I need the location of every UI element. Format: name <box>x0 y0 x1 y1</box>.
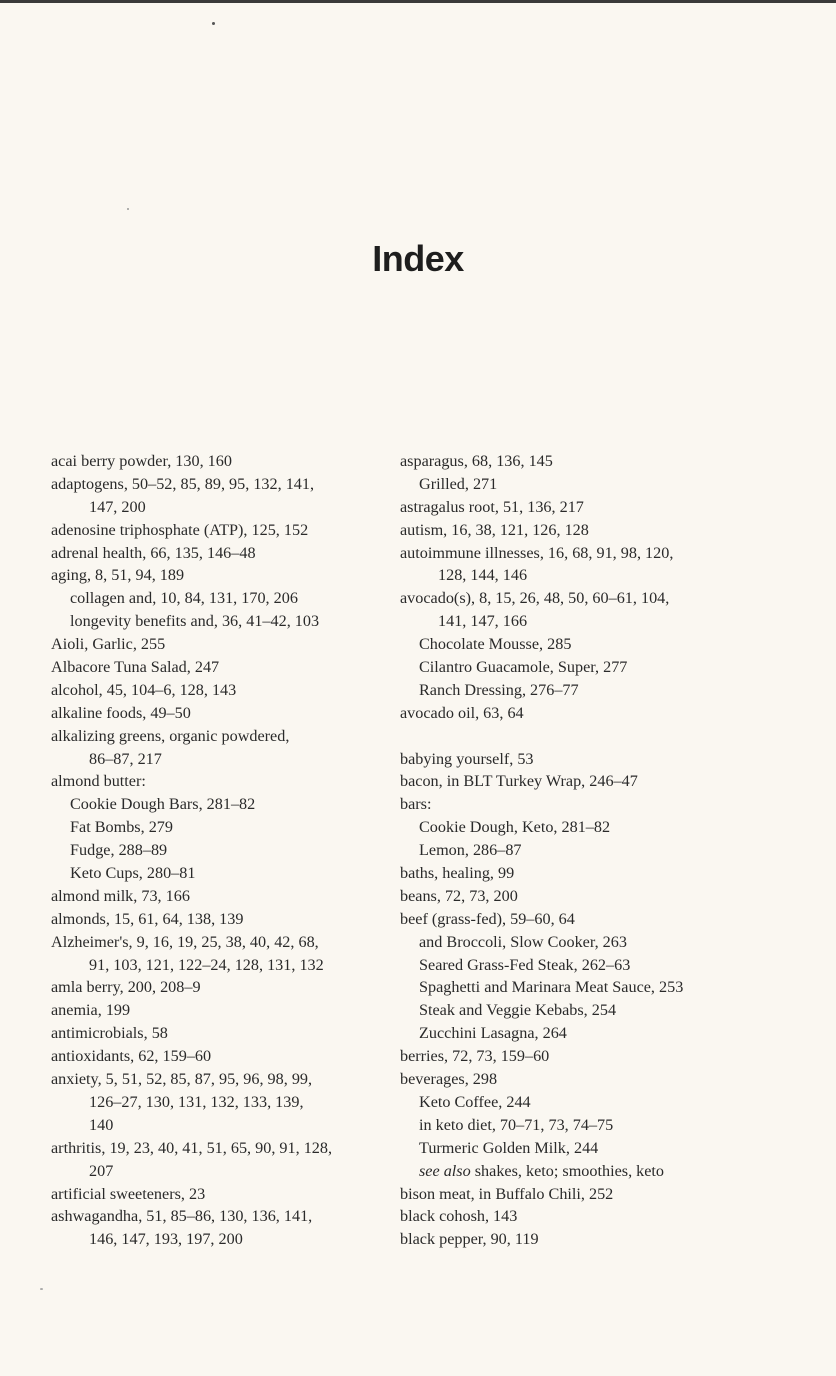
index-subentry: Chocolate Mousse, 285 <box>419 635 572 654</box>
index-entry-continuation: 207 <box>89 1161 114 1180</box>
index-subentry: longevity benefits and, 36, 41–42, 103 <box>70 612 320 631</box>
index-subentry: Zucchini Lasagna, 264 <box>419 1024 567 1043</box>
index-column-left <box>51 450 381 1251</box>
index-entry: acai berry powder, 130, 160 <box>51 452 232 470</box>
index-entry: almond milk, 73, 166 <box>51 886 190 905</box>
index-entry: black cohosh, 143 <box>400 1207 518 1226</box>
index-subentry: in keto diet, 70–71, 73, 74–75 <box>419 1115 614 1134</box>
index-entry: Aioli, Garlic, 255 <box>51 635 166 654</box>
index-entry-continuation: 140 <box>89 1115 114 1134</box>
index-entry: almonds, 15, 61, 64, 138, 139 <box>51 909 244 928</box>
index-subentry: Spaghetti and Marinara Meat Sauce, 253 <box>419 978 684 997</box>
index-entry: babying yourself, 53 <box>400 749 534 768</box>
index-entry: antioxidants, 62, 159–60 <box>51 1047 212 1066</box>
index-entry: adaptogens, 50–52, 85, 89, 95, 132, 141, <box>51 474 315 493</box>
top-page-edge <box>0 0 836 3</box>
index-entry: bacon, in BLT Turkey Wrap, 246–47 <box>400 772 638 791</box>
index-entry-continuation: 146, 147, 193, 197, 200 <box>89 1230 243 1249</box>
index-entry: amla berry, 200, 208–9 <box>51 978 201 997</box>
index-entry: aging, 8, 51, 94, 189 <box>51 566 185 585</box>
index-subentry: Turmeric Golden Milk, 244 <box>419 1138 599 1157</box>
index-subentry: Cookie Dough Bars, 281–82 <box>70 795 256 814</box>
index-entry: bison meat, in Buffalo Chili, 252 <box>400 1184 614 1203</box>
see-also-target: shakes, keto; smoothies, keto <box>474 1161 665 1180</box>
index-entry: avocado oil, 63, 64 <box>400 703 524 722</box>
index-section-gap <box>400 725 825 748</box>
index-subentry <box>400 1160 825 1183</box>
index-subentry: Cilantro Guacamole, Super, 277 <box>419 658 628 677</box>
index-entry-continuation: 86–87, 217 <box>89 749 162 768</box>
index-entry: alkaline foods, 49–50 <box>51 703 191 722</box>
index-subentry: Ranch Dressing, 276–77 <box>419 680 579 699</box>
index-subentry: Seared Grass-Fed Steak, 262–63 <box>419 955 631 974</box>
index-entry: astragalus root, 51, 136, 217 <box>400 497 584 516</box>
index-entry: avocado(s), 8, 15, 26, 48, 50, 60–61, 104, <box>400 589 670 608</box>
index-entry-continuation: 141, 147, 166 <box>438 612 528 631</box>
paper-speck <box>212 22 215 25</box>
index-entry: alcohol, 45, 104–6, 128, 143 <box>51 680 237 699</box>
page-title: Index <box>372 238 464 279</box>
index-subentry: Grilled, 271 <box>419 474 498 493</box>
index-entry: Alzheimer's, 9, 16, 19, 25, 38, 40, 42, 68, <box>51 932 319 951</box>
index-entry: ashwagandha, 51, 85–86, 130, 136, 141, <box>51 1207 313 1226</box>
index-entry: bars: <box>400 795 432 814</box>
index-subentry: Keto Coffee, 244 <box>419 1092 531 1111</box>
index-entry: autoimmune illnesses, 16, 68, 91, 98, 120, <box>400 543 674 562</box>
index-subentry: Steak and Veggie Kebabs, 254 <box>419 1001 617 1020</box>
index-entry: Albacore Tuna Salad, 247 <box>51 658 220 677</box>
index-entry-continuation: 147, 200 <box>89 497 146 516</box>
index-entry: adrenal health, 66, 135, 146–48 <box>51 543 256 562</box>
index-entry: adenosine triphosphate (ATP), 125, 152 <box>51 520 309 539</box>
index-subentry: Lemon, 286–87 <box>419 841 522 860</box>
index-entry: arthritis, 19, 23, 40, 41, 51, 65, 90, 91, 128, <box>51 1138 333 1157</box>
index-entry: asparagus, 68, 136, 145 <box>400 452 553 470</box>
index-entry: beans, 72, 73, 200 <box>400 886 518 905</box>
index-subentry: Keto Cups, 280–81 <box>70 864 196 883</box>
see-also-label: see also <box>419 1161 471 1180</box>
index-entry: antimicrobials, 58 <box>51 1024 168 1043</box>
index-entry: berries, 72, 73, 159–60 <box>400 1047 550 1066</box>
index-column-right <box>400 450 825 1251</box>
index-subentry: Fat Bombs, 279 <box>70 818 173 837</box>
index-entry: baths, healing, 99 <box>400 864 515 883</box>
index-entry: alkalizing greens, organic powdered, <box>51 726 290 745</box>
index-subentry: Fudge, 288–89 <box>70 841 168 860</box>
index-entry-continuation: 126–27, 130, 131, 132, 133, 139, <box>89 1092 304 1111</box>
paper-speck <box>127 208 129 210</box>
index-entry-continuation: 91, 103, 121, 122–24, 128, 131, 132 <box>89 955 324 974</box>
index-entry: anxiety, 5, 51, 52, 85, 87, 95, 96, 98, 99, <box>51 1070 313 1089</box>
index-subentry: collagen and, 10, 84, 131, 170, 206 <box>70 589 298 608</box>
index-subentry: Cookie Dough, Keto, 281–82 <box>419 818 611 837</box>
paper-speck <box>40 1288 43 1290</box>
index-entry: artificial sweeteners, 23 <box>51 1184 206 1203</box>
index-subentry: and Broccoli, Slow Cooker, 263 <box>419 932 627 951</box>
index-entry: anemia, 199 <box>51 1001 131 1020</box>
index-entry: beef (grass-fed), 59–60, 64 <box>400 909 575 928</box>
index-entry: almond butter: <box>51 772 146 791</box>
index-entry-continuation: 128, 144, 146 <box>438 566 528 585</box>
index-entry: autism, 16, 38, 121, 126, 128 <box>400 520 589 539</box>
index-entry: beverages, 298 <box>400 1070 498 1089</box>
index-entry: black pepper, 90, 119 <box>400 1230 539 1249</box>
